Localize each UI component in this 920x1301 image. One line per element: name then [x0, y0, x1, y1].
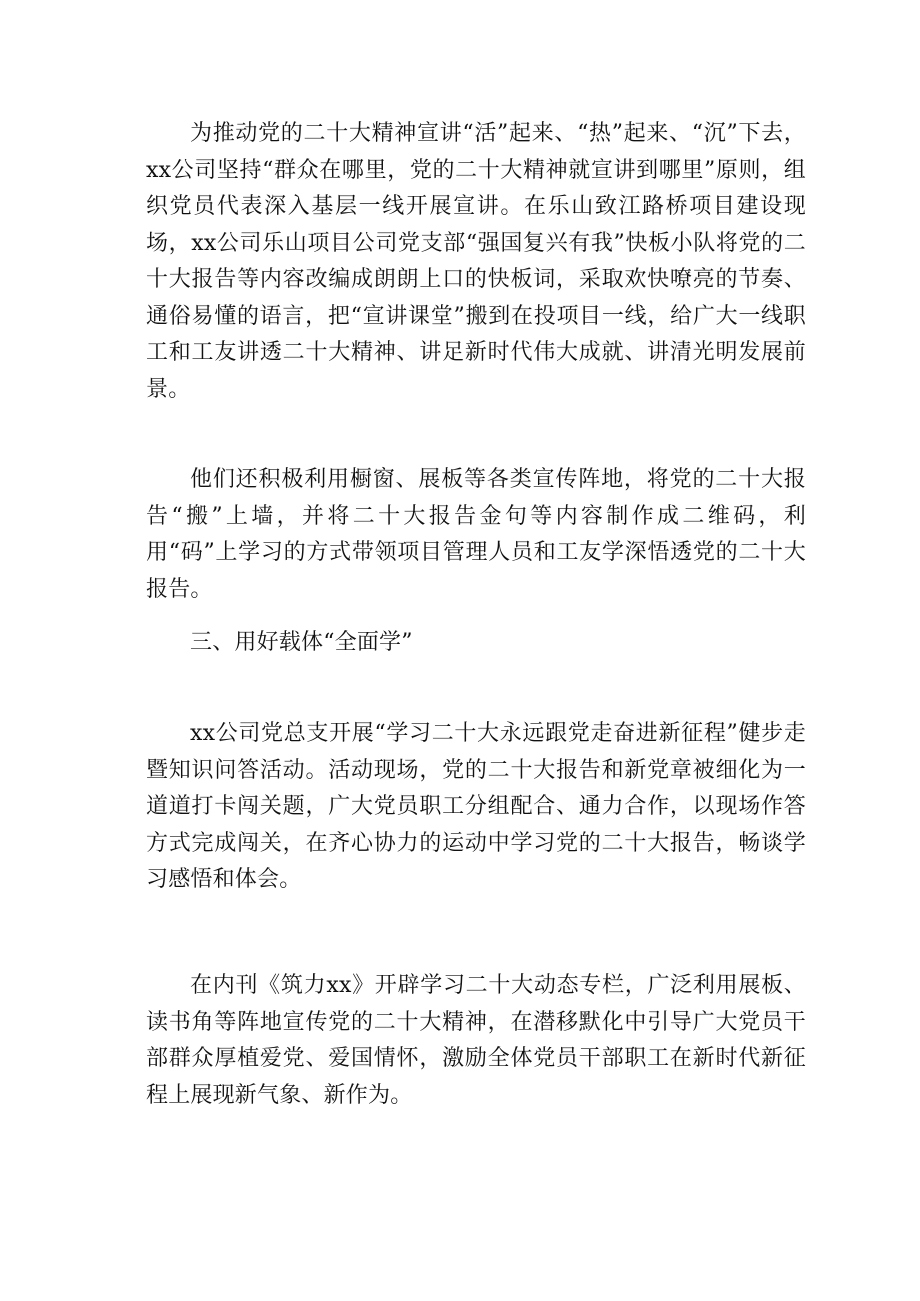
paragraph-publicity-positions: 他们还积极利用橱窗、展板等各类宣传阵地，将党的二十大报告“搬”上墙，并将二十大报告金句等内容制作成二维码，利用“码”上学习的方式带领项目管理人员和工友学深悟透党的二十大报告。 — [146, 467, 806, 602]
paragraph-walking-quiz: xx公司党总支开展“学习二十大永远跟党走奋进新征程”健步走暨知识问答活动。活动现场，党的二十大报告和新党章被细化为一道道打卡闯关题，广大党员职工分组配合、通力合作，以现场作答方式完成闯关，在齐心协力的运动中学习党的二十大报告，畅谈学习感悟和体会。 — [146, 721, 806, 892]
paragraph-propaganda-lectures: 为推动党的二十大精神宣讲“活”起来、“热”起来、“沉”下去，xx公司坚持“群众在哪里，党的二十大精神就宣讲到哪里”原则，组织党员代表深入基层一线开展宣讲。在乐山致江路桥项目建设现场，xx公司乐山项目公司党支部“强国复兴有我”快板小队将党的二十大报告等内容改编成朗朗上口的快板词，采取欢快嘹亮的节奏、通俗易懂的语言，把“宣讲课堂”搬到在投项目一线，给广大一线职工和工友讲透二十大精神、讲足新时代伟大成就、讲清光明发展前景。 — [146, 121, 806, 402]
section-heading: 三、用好载体“全面学” — [190, 630, 413, 655]
paragraph-internal-journal: 在内刊《筑力xx》开辟学习二十大动态专栏，广泛利用展板、读书角等阵地宣传党的二十大精神，在潜移默化中引导广大党员干部群众厚植爱党、爱国情怀，激励全体党员干部职工在新时代新征程上展现新气象、新作为。 — [146, 973, 806, 1108]
